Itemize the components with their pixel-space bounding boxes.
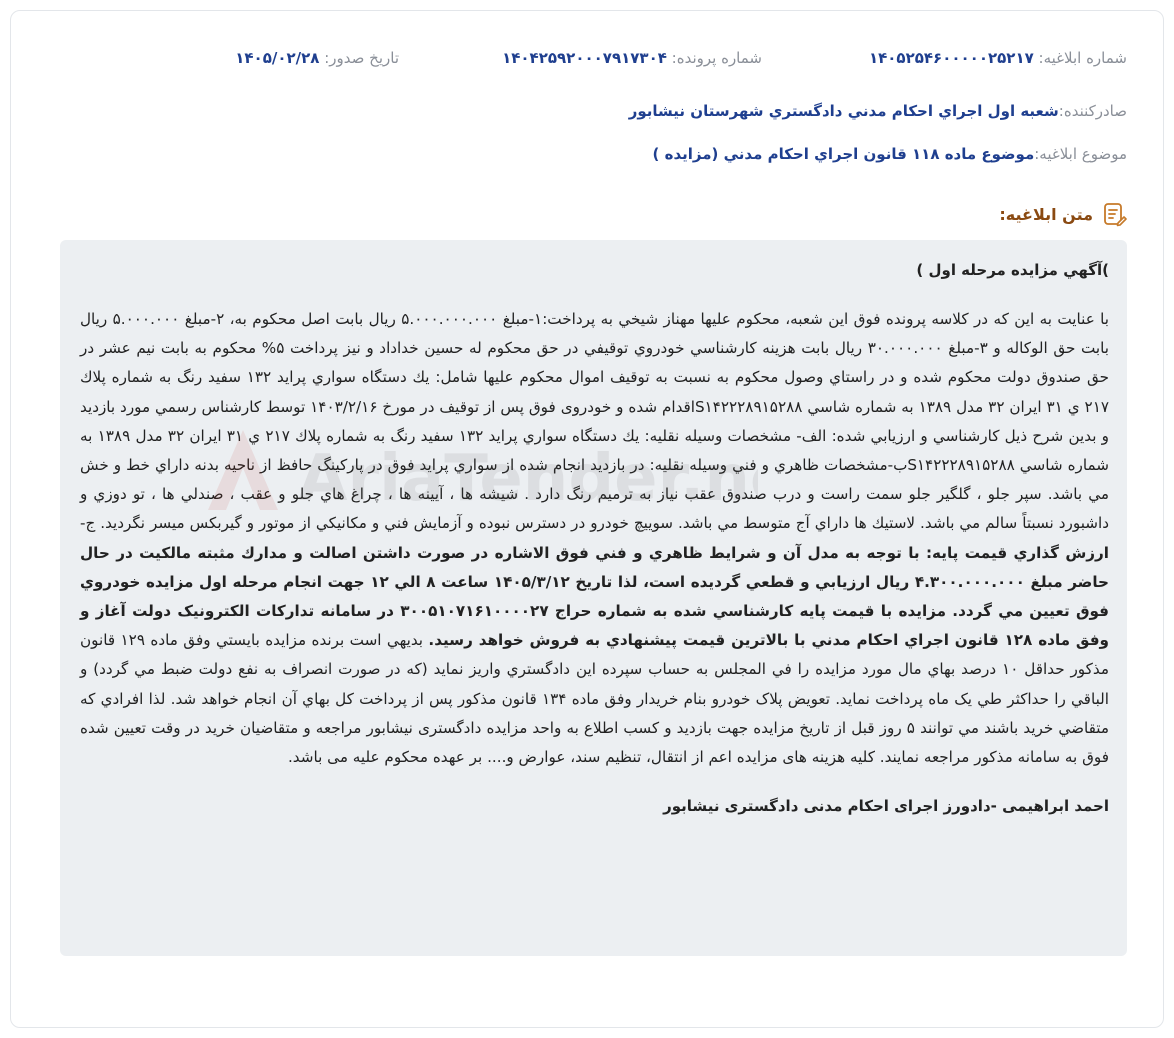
issue-date-label: تاريخ صدور: [324,49,399,67]
signature: احمد ابراهيمی -دادورز اجرای احکام مدنی دادگستری نيشابور [663,797,1109,816]
subject-label: موضوع ابلاغيه: [1034,145,1127,163]
notice-number-field [869,47,1127,69]
notice-number-label: شماره ابلاغيه: [1038,49,1127,67]
case-number: ۱۴۰۴۲۵۹۲۰۰۰۷۹۱۷۳۰۴ [502,49,667,67]
body-text-part-1: با عنايت به اين که در کلاسه پرونده فوق اين شعبه، محکوم عليها مهناز شيخي به پرداخت:۱-مبلغ ۵.۰۰۰.۰۰۰.۰۰۰ ريال بابت اصل محکوم به، ۲-مبلغ ۵.۰۰۰.۰۰۰ ريال بابت حق الوکاله و ۳-مبلغ ۳۰.۰۰۰.۰۰۰ ريال بابت هزينه کارشناسي خودروي توقيفي در حق محکوم له حسين خداداد و نيز پرداخت ۵% محکوم به بابت نيم عشر در حق صندوق دولت محکوم شده و در راستاي وصول محکوم به نسبت به توقيف اموال محکوم عليها شامل: يك دستگاه سواري پرايد ۱۳۲ سفيد رنگ به شماره پلاك ۲۱۷ ي ۳۱ ايران ۳۲ مدل ۱۳۸۹ به شماره شاسي S۱۴۲۲۲۸۹۱۵۲۸۸اقدام شده و خودروی فوق پس از توقيف در مورخ ۱۴۰۳/۲/۱۶ توسط کارشناس رسمي مورد بازديد و بدين شرح ذيل کارشناسي و ارزيابي شده: الف- مشخصات وسيله نقليه: يك دستگاه سواري پرايد ۱۳۲ سفيد رنگ به شماره پلاك ۲۱۷ ي ۳۱ ايران ۳۲ مدل ۱۳۸۹ به شماره شاسي S۱۴۲۲۲۸۹۱۵۲۸۸ب-مشخصات ظاهري و فني وسيله نقليه: در بازديد انجام شده از سواري پرايد فوق در پارکينگ حافظ از ناحيه بدنه داراي خط و خش مي باشد. سپر جلو ، گلگير جلو سمت راست و درب صندوق عقب نياز به ترميم رنگ دارد . شيشه ها ، آيينه ها ، چراغ هاي جلو و عقب ، صندلي ها ، تو دوزي و داشبورد نسبتاً سالم مي باشد. لاستيك ها داراي آج متوسط مي باشد. سوييچ خودرو در دسترس نبوده و آزمايش فني و مکانيکي از موتور و گيربکس ميسر نگرديد. ج- [80,310,1110,533]
case-number-field [502,47,762,69]
issue-date: ۱۴۰۵/۰۲/۲۸ [235,49,320,67]
subject: موضوع ماده ۱۱۸ قانون اجراي احکام مدني (مزايده ) [652,145,1035,163]
issue-date-field [235,47,399,69]
notice-body [60,240,1127,956]
body-text [80,305,1109,772]
issuer-row [60,100,1127,122]
body-text-bold: ارزش گذاري قيمت پايه: با توجه به مدل آن و شرايط ظاهري و فني فوق الاشاره در صورت داشتن اصالت و مدارك مثبته مالکيت در حال حاضر مبلغ ۴.۳۰۰.۰۰۰.۰۰۰ ريال ارزيابي و قطعي گرديده است، لذا تاريخ ۱۴۰۵/۳/۱۲ ساعت ۸ الي ۱۲ جهت انجام مرحله اول مزايده خودروي فوق تعيين مي گردد. مزايده با قيمت پايه کارشناسي شده به شماره حراج ۳۰۰۵۱۰۷۱۶۱۰۰۰۰۲۷ در سامانه تدارکات الکترونيک دولت آغاز و وفق ماده ۱۲۸ قانون اجراي احکام مدني با بالاترين قيمت پيشنهادي به فروش خواهد رسيد. [80,543,1109,650]
section-title-text: متن ابلاغيه: [999,204,1093,224]
notice-document-icon [1101,201,1127,227]
body-text-part-2: بديهي است برنده مزايده بايستي وفق ماده ۱۲۹ قانون مذکور حداقل ۱۰ درصد بهاي مال مورد مزايده را في المجلس به حساب سپرده اين دادگستري واريز نمايد (که در صورت انصراف به نفع دولت ضبط مي گردد) و الباقي را حداکثر طي يک ماه پرداخت نمايد. تعويض پلاک خودرو بنام خريدار وفق ماده ۱۳۴ قانون مذکور پس از پرداخت کل بهاي آن انجام خواهد شد. لذا افرادي که متقاضي خريد باشند مي توانند ۵ روز قبل از تاريخ مزايده جهت بازديد و کسب اطلاع به واحد مزايده دادگستری نيشابور مراجعه و متقاضيان خريد در وقت تعيين شده فوق به سامانه مذکور مراجعه نمايند. کليه هزينه های مزايده اعم از انتقال، تنظيم سند، عوارض و.... بر عهده محکوم عليه می باشد. [80,631,1109,767]
body-heading: )آگهي مزايده مرحله اول ) [916,261,1109,279]
issuer: شعبه اول اجراي احکام مدني دادگستري شهرستان نيشابور [628,102,1059,120]
subject-row [60,143,1127,165]
section-title [999,201,1127,227]
notice-number: ۱۴۰۵۲۵۴۶۰۰۰۰۰۲۵۲۱۷ [868,49,1034,67]
case-number-label: شماره پرونده: [671,49,762,67]
issuer-label: صادرکننده: [1058,102,1127,120]
